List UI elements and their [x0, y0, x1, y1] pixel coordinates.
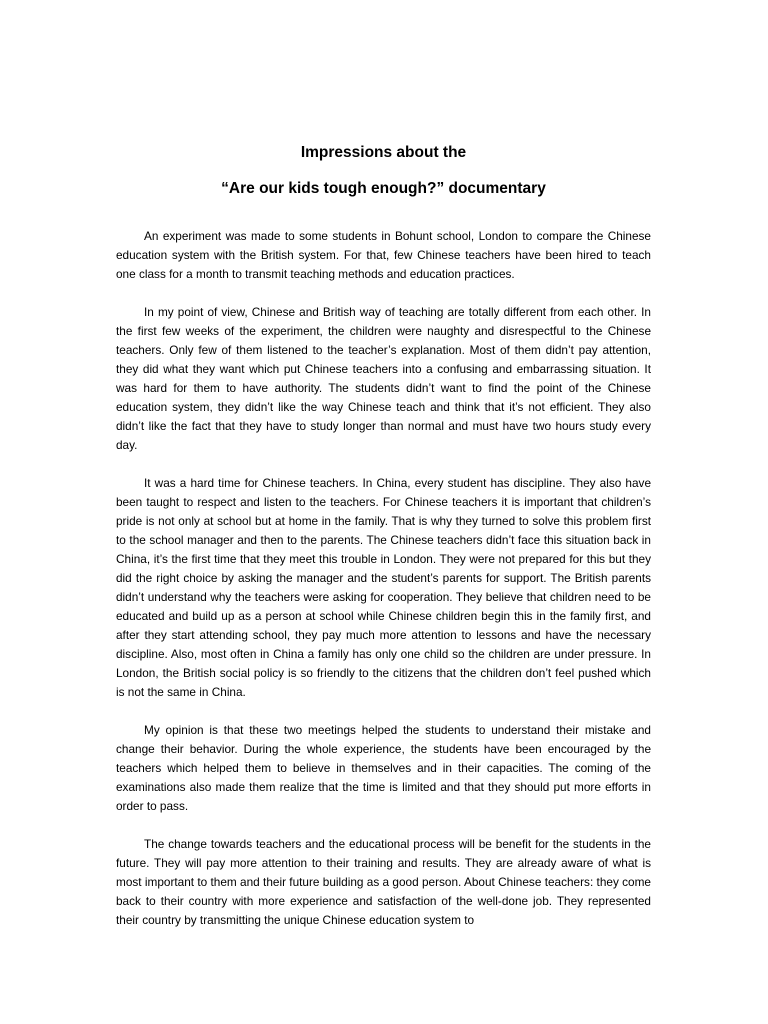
paragraph-1: An experiment was made to some students in Bohunt school, London to compare the Chinese education system with the British system. For that, few Chinese teachers have been hired to teach one class for a month to transmit teaching methods and education practices.: [116, 229, 651, 281]
document-body: [116, 227, 651, 949]
title-line-1: Impressions about the: [300, 144, 467, 161]
paragraph-3: It was a hard time for Chinese teachers. In China, every student has discipline. They also have been taught to respect and listen to the teachers. For Chinese teachers it is important that children’s pride is not only at school but at home in the family. That is why they turned to solve this problem first to the school manager and then to the parents. The Chinese teachers didn’t face this situation back in China, it’s the first time that they meet this trouble in London. They were not prepared for this but they did the right choice by asking the manager and the student’s parents for support. The British parents didn’t understand why the teachers were asking for cooperation. They believe that children need to be educated and build up as a person at school while Chinese children begin this in the family first, and after they start attending school, they pay much more attention to lessons and have the necessary discipline. Also, most often in China a family has only one child so the children are under pressure. In London, the British social policy is so friendly to the citizens that the children don’t feel pushed which is not the same in China.: [116, 476, 651, 699]
paragraph-2: In my point of view, Chinese and British way of teaching are totally different from each other. In the first few weeks of the experiment, the children were naughty and disrespectful to the Chinese teachers. Only few of them listened to the teacher’s explanation. Most of them didn’t pay attention, they did what they want which put Chinese teachers into a confusing and embarrassing situation. It was hard for them to have authority. The students didn’t want to find the point of the Chinese education system, they didn’t like the way Chinese teach and think that it’s not efficient. They also didn’t like the fact that they have to study longer than normal and must have two hours study every day.: [116, 305, 651, 452]
title-line-2: “Are our kids tough enough?” documentary: [221, 180, 546, 197]
paragraph-5: The change towards teachers and the educational process will be benefit for the students in the future. They will pay more attention to their training and results. They are already aware of what is most important to them and their future building as a good person. About Chinese teachers: they come back to their country with more experience and satisfaction of the well-done job. They represented their country by transmitting the unique Chinese education system to: [116, 837, 651, 927]
paragraph-4: My opinion is that these two meetings helped the students to understand their mistake and change their behavior. During the whole experience, the students have been encouraged by the teachers which helped them to believe in themselves and in their capacities. The coming of the examinations also made them realize that the time is limited and that they should put more efforts in order to pass.: [116, 723, 651, 813]
document-title: [116, 141, 651, 201]
